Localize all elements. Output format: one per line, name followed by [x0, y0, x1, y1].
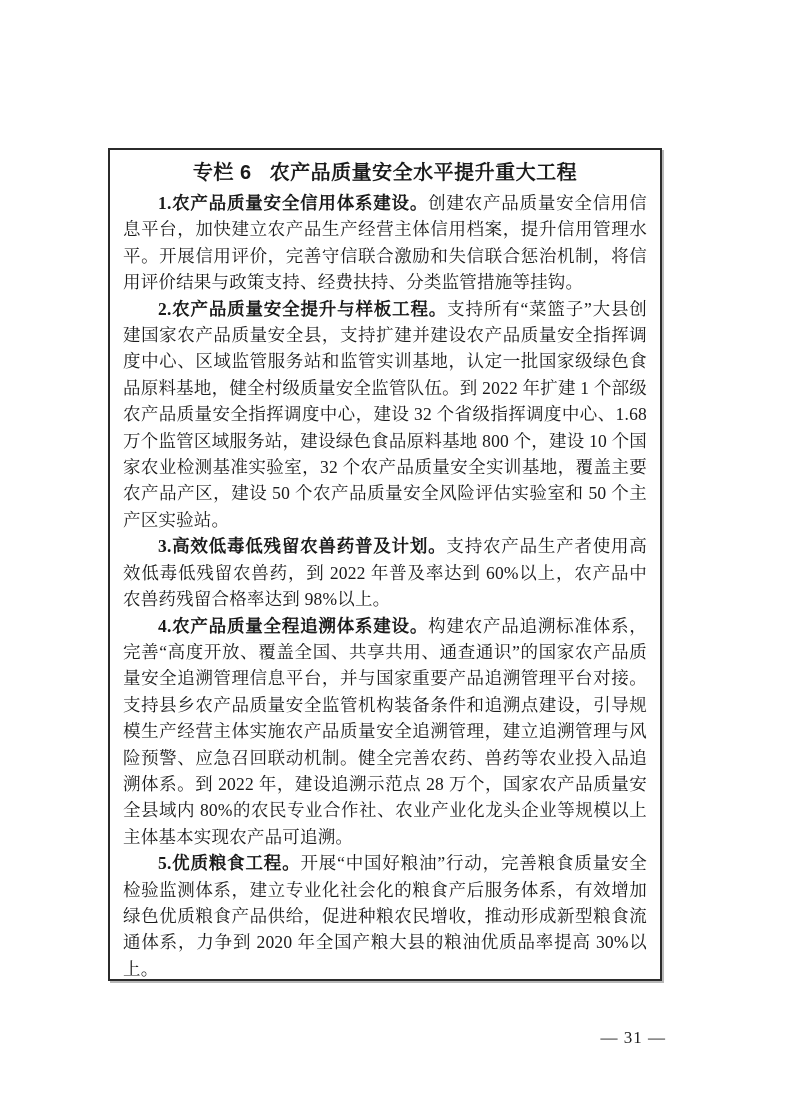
paragraph-text: 支持所有“菜篮子”大县创建国家农产品质量安全县，支持扩建并建设农产品质量安全指挥调度中心、区域监管服务站和监管实训基地，认定一批国家级绿色食品原料基地，健全村级质量安全监管队伍。到 2022 年扩建 1 个部级农产品质量安全指挥调度中心，建设 32 个省级指挥调度中心、1.68 万个监管区域服务站，建设绿色食品原料基地 800 个，建设 10 个国家农业检测基准实验室，32 个农产品质量安全实训基地，覆盖主要农产品产区，建设 50 个农产品质量安全风险评估实验室和 50 个主产区实验站。: [123, 298, 647, 530]
paragraph-lead: 3.高效低毒低残留农兽药普及计划。: [158, 536, 447, 557]
paragraph-lead: 4.农产品质量全程追溯体系建设。: [158, 615, 429, 636]
page-number-text: — 31 —: [600, 1028, 666, 1047]
panel-title: [123, 156, 647, 190]
paragraph-lead: 5.优质粮食工程。: [158, 853, 301, 874]
feature-box: [108, 148, 662, 981]
panel-body: [123, 190, 647, 982]
panel-paragraph-3: [123, 533, 647, 612]
page-number: [601, 1027, 667, 1049]
panel-title-label: 专栏 6: [192, 162, 252, 184]
paragraph-lead: 1.农产品质量安全信用体系建设。: [158, 193, 429, 213]
panel-paragraph-4: [123, 613, 647, 851]
panel-paragraph-2: [123, 296, 647, 534]
paragraph-text: 支持农产品生产者使用高效低毒低残留农兽药，到 2022 年普及率达到 60%以上，农产品中农兽药残留合格率达到 98%以上。: [123, 536, 647, 610]
paragraph-lead: 2.农产品质量安全提升与样板工程。: [158, 298, 448, 319]
paragraph-text: 开展“中国好粮油”行动，完善粮食质量安全检验监测体系，建立专业化社会化的粮食产后服务体系，有效增加绿色优质粮食产品供给，促进种粮农民增收，推动形成新型粮食流通体系，力争到 2020 年全国产粮大县的粮油优质品率提高 30%以上。: [123, 853, 647, 979]
paragraph-text: 创建农产品质量安全信用信息平台，加快建立农产品生产经营主体信用档案，提升信用管理水平。开展信用评价，完善守信联合激励和失信联合惩治机制，将信用评价结果与政策支持、经费扶持、分类监管措施等挂钩。: [123, 193, 647, 293]
panel-title-text: 农产品质量安全水平提升重大工程: [269, 162, 578, 184]
paragraph-text: 构建农产品追溯标准体系，完善“高度开放、覆盖全国、共享共用、通查通识”的国家农产品质量安全追溯管理信息平台，并与国家重要产品追溯管理平台对接。支持县乡农产品质量安全监管机构装备条件和追溯点建设，引导规模生产经营主体实施农产品质量安全追溯管理，建立追溯管理与风险预警、应急召回联动机制。健全完善农药、兽药等农业投入品追溯体系。到 2022 年，建设追溯示范点 28 万个，国家农产品质量安全县域内 80%的农民专业合作社、农业产业化龙头企业等规模以上主体基本实现农产品可追溯。: [123, 615, 647, 847]
panel-paragraph-1: [123, 190, 647, 296]
panel-paragraph-5: [123, 850, 647, 982]
